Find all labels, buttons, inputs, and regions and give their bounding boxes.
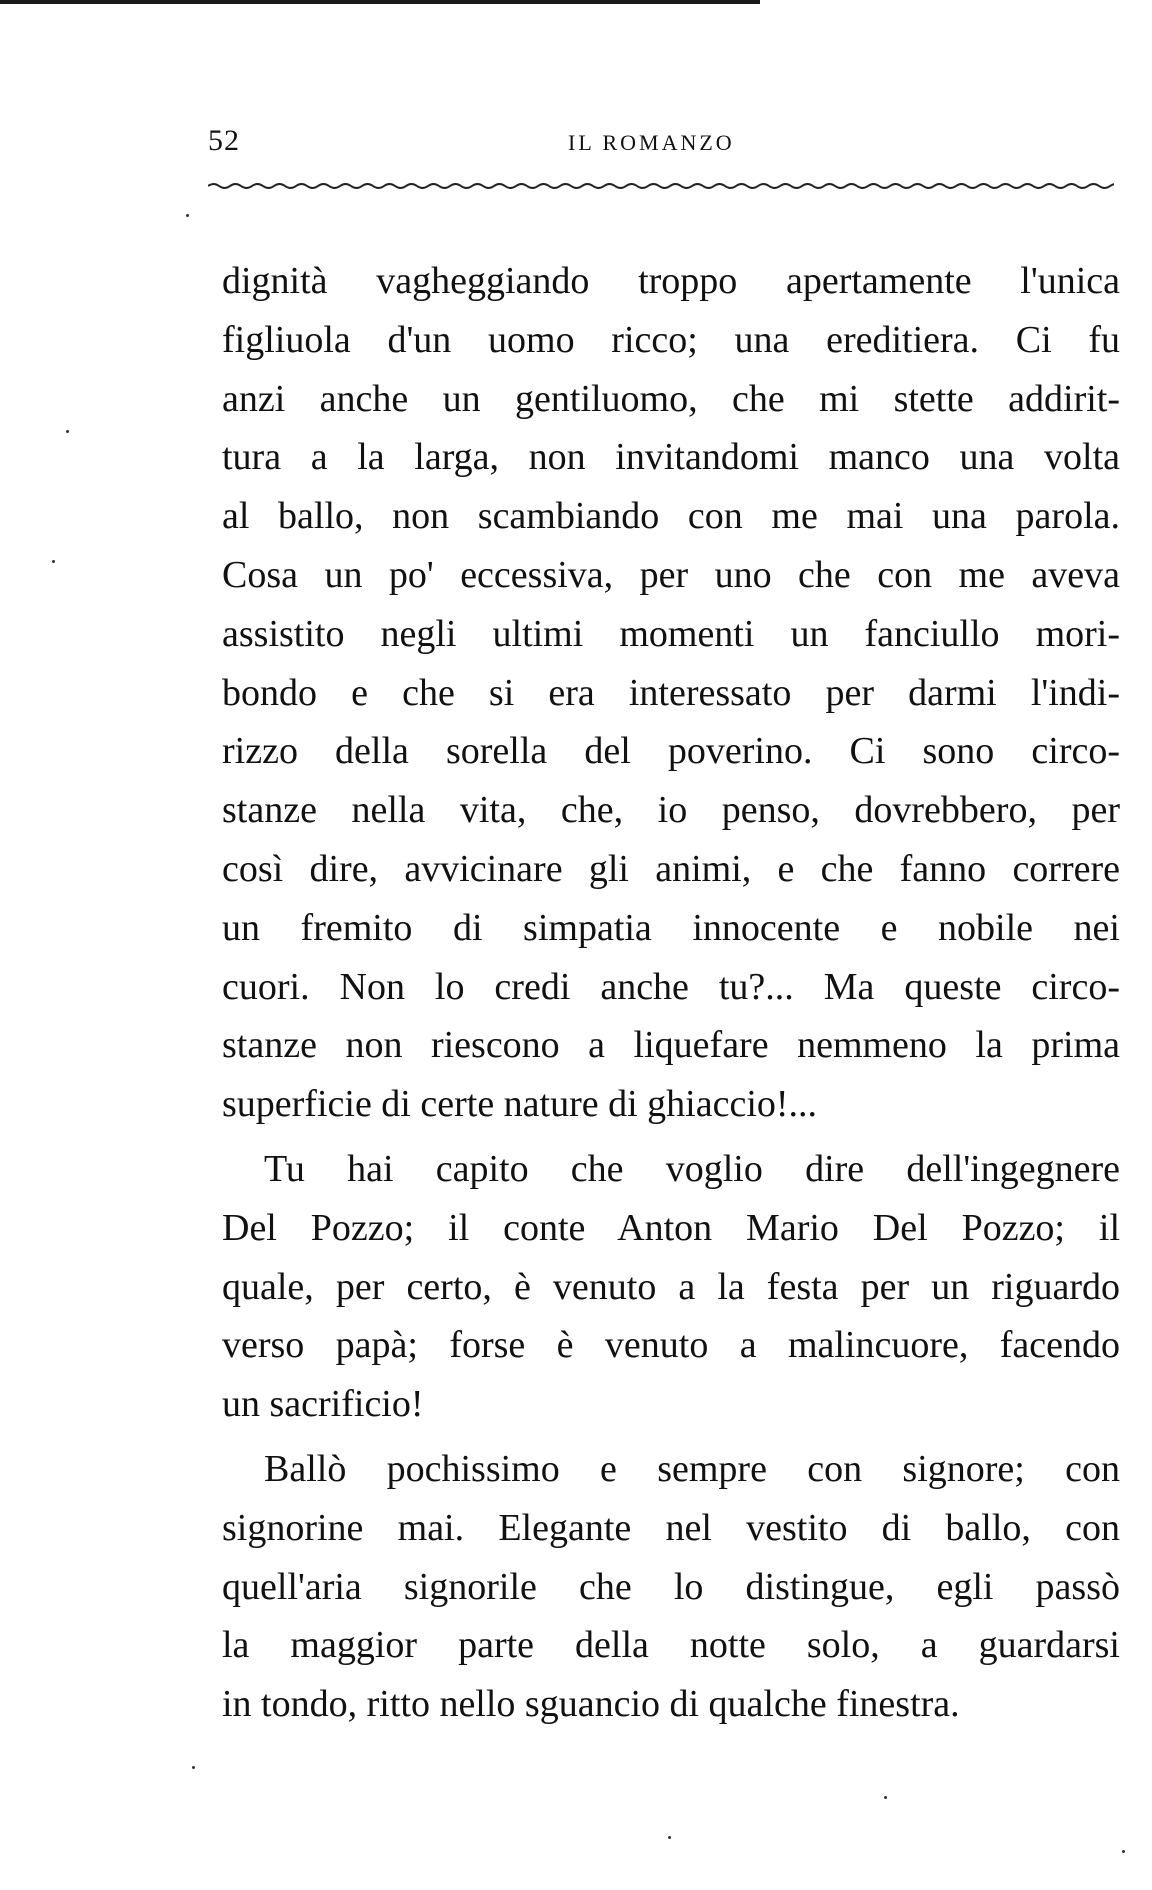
text-line: bondo e che si era interessato per darmi l'indi- [222, 671, 1120, 714]
text-line: Tu hai capito che voglio dire dell'ingegnere [264, 1147, 1120, 1190]
print-speck [192, 1766, 195, 1769]
print-speck [52, 560, 55, 563]
text-line: quell'aria signorile che lo distingue, egli passò [222, 1565, 1120, 1608]
text-line: stanze non riescono a liquefare nemmeno la prima [222, 1024, 1120, 1067]
text-line: un sacrificio! [222, 1383, 424, 1426]
text-line: un fremito di simpatia innocente e nobile nei [222, 906, 1120, 949]
print-speck [66, 430, 69, 433]
page-header [208, 124, 1120, 164]
text-line: dignità vagheggiando troppo apertamente l'unica [222, 260, 1120, 302]
text-line: quale, per certo, è venuto a la festa per un riguardo [222, 1265, 1120, 1308]
paragraph [222, 1140, 1120, 1434]
text-line: anzi anche un gentiluomo, che mi stette addirit- [222, 377, 1120, 420]
text-line: Del Pozzo; il conte Anton Mario Del Pozzo; il [222, 1206, 1120, 1249]
text-line: assistito negli ultimi momenti un fanciullo mori- [222, 612, 1120, 655]
text-line: così dire, avvicinare gli animi, e che fanno correre [222, 847, 1120, 890]
print-speck [1122, 1850, 1125, 1853]
paragraph [222, 1440, 1120, 1734]
ornamental-wavy-rule [208, 178, 1114, 194]
text-line: Ballò pochissimo e sempre con signore; con [264, 1447, 1120, 1490]
print-speck [668, 1836, 671, 1839]
print-speck [186, 214, 189, 217]
text-line: in tondo, ritto nello sguancio di qualche finestra. [222, 1683, 960, 1726]
top-edge-rule [0, 0, 760, 4]
text-line: superficie di certe nature di ghiaccio!... [222, 1083, 818, 1126]
running-title: IL ROMANZO [568, 130, 735, 155]
print-speck [884, 1796, 887, 1799]
text-line: verso papà; forse è venuto a malincuore, facendo [222, 1324, 1120, 1367]
page-number: 52 [208, 124, 240, 157]
text-line: Cosa un po' eccessiva, per uno che con me aveva [222, 553, 1120, 596]
text-line: rizzo della sorella del poverino. Ci sono circo- [222, 730, 1120, 773]
body-text [222, 252, 1120, 1734]
text-line: la maggior parte della notte solo, a guardarsi [222, 1624, 1120, 1667]
text-line: al ballo, non scambiando con me mai una parola. [222, 495, 1120, 538]
text-line: tura a la larga, non invitandomi manco una volta [222, 436, 1120, 479]
text-line: signorine mai. Elegante nel vestito di ballo, con [222, 1506, 1120, 1549]
text-line: figliuola d'un uomo ricco; una ereditiera. Ci fu [222, 318, 1120, 361]
paragraph [222, 252, 1120, 1134]
text-line: stanze nella vita, che, io penso, dovrebbero, per [222, 789, 1120, 832]
text-line: cuori. Non lo credi anche tu?... Ma queste circo- [222, 965, 1120, 1008]
